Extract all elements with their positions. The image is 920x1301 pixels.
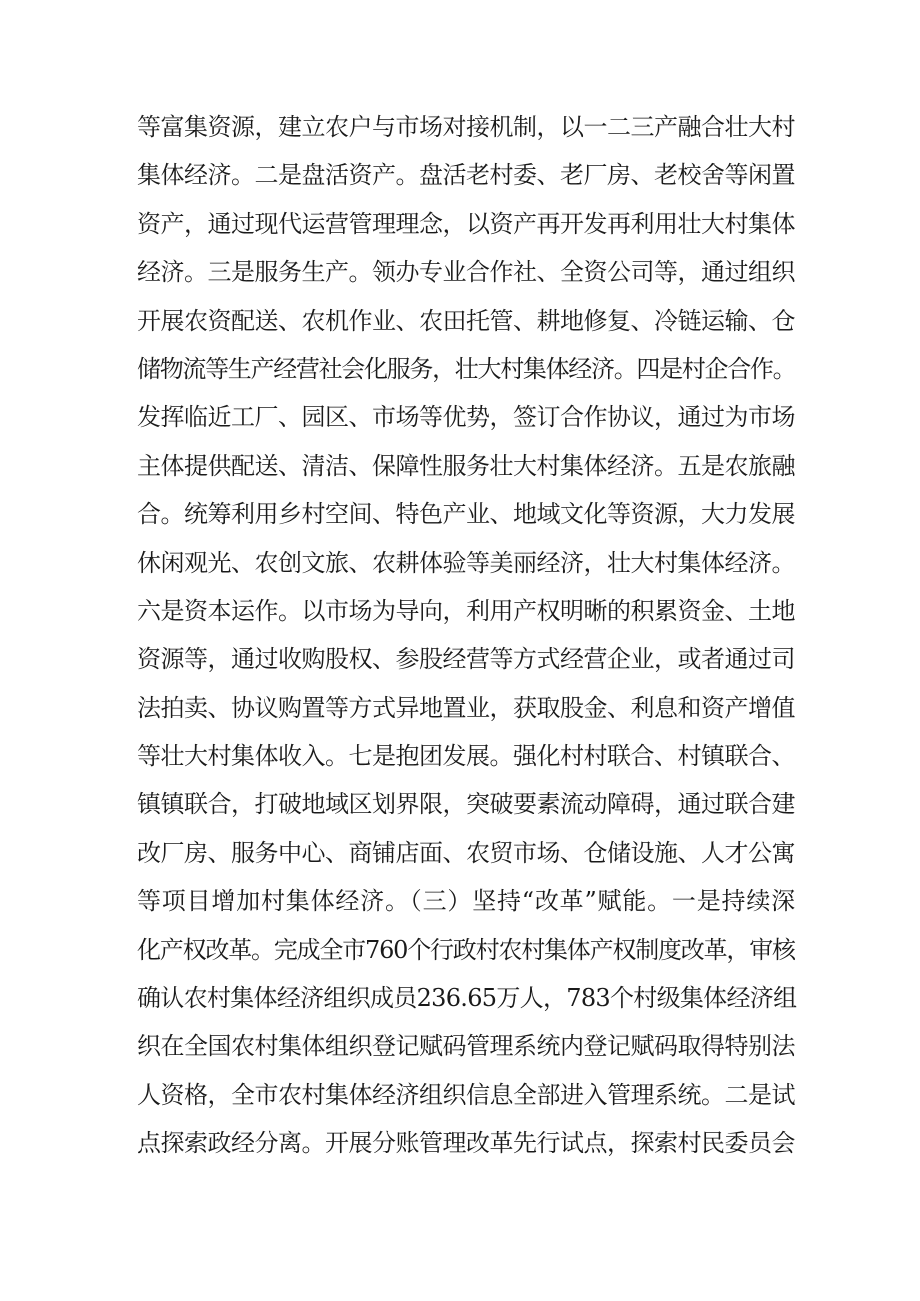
text-line: 等项目增加村集体经济。（三）坚持“改革”赋能。一是持续深	[137, 887, 796, 916]
text-line: 资源等，通过收购股权、参股经营等方式经营企业，或者通过司	[137, 645, 795, 674]
text-line: 化产权改革。完成全市760个行政村农村集体产权制度改革，审核	[137, 935, 795, 964]
text-line: 主体提供配送、清洁、保障性服务壮大村集体经济。五是农旅融	[137, 451, 795, 480]
text-line: 资产，通过现代运营管理理念，以资产再开发再利用壮大村集体	[137, 209, 795, 238]
text-line: 确认农村集体经济组织成员236.65万人，783个村级集体经济组	[137, 984, 797, 1013]
text-line: 集体经济。二是盘活资产。盘活老村委、老厂房、老校舍等闲置	[137, 161, 795, 190]
text-line: 镇镇联合，打破地域区划界限，突破要素流动障碍，通过联合建	[137, 790, 795, 819]
text-line: 合。统筹利用乡村空间、特色产业、地域文化等资源，大力发展	[137, 500, 795, 529]
text-line: 点探索政经分离。开展分账管理改革先行试点，探索村民委员会	[137, 1129, 795, 1158]
text-line: 发挥临近工厂、园区、市场等优势，签订合作协议，通过为市场	[137, 403, 795, 432]
text-line: 等富集资源，建立农户与市场对接机制，以一二三产融合壮大村	[137, 113, 795, 141]
text-line: 储物流等生产经营社会化服务，壮大村集体经济。四是村企合作。	[137, 354, 796, 383]
text-line: 法拍卖、协议购置等方式异地置业，获取股金、利息和资产增值	[137, 693, 795, 722]
text-line: 经济。三是服务生产。领办专业合作社、全资公司等，通过组织	[137, 258, 795, 287]
body-text	[137, 103, 797, 1168]
text-line: 改厂房、服务中心、商铺店面、农贸市场、仓储设施、人才公寓	[137, 838, 795, 867]
text-line: 织在全国农村集体组织登记赋码管理系统内登记赋码取得特别法	[137, 1032, 795, 1061]
text-line: 人资格，全市农村集体经济组织信息全部进入管理系统。二是试	[137, 1080, 795, 1109]
text-line: 等壮大村集体收入。七是抱团发展。强化村村联合、村镇联合、	[137, 742, 795, 771]
text-line: 开展农资配送、农机作业、农田托管、耕地修复、冷链运输、仓	[137, 306, 795, 335]
text-line: 休闲观光、农创文旅、农耕体验等美丽经济，壮大村集体经济。	[137, 548, 795, 577]
text-line: 六是资本运作。以市场为导向，利用产权明晰的积累资金、土地	[137, 596, 795, 625]
